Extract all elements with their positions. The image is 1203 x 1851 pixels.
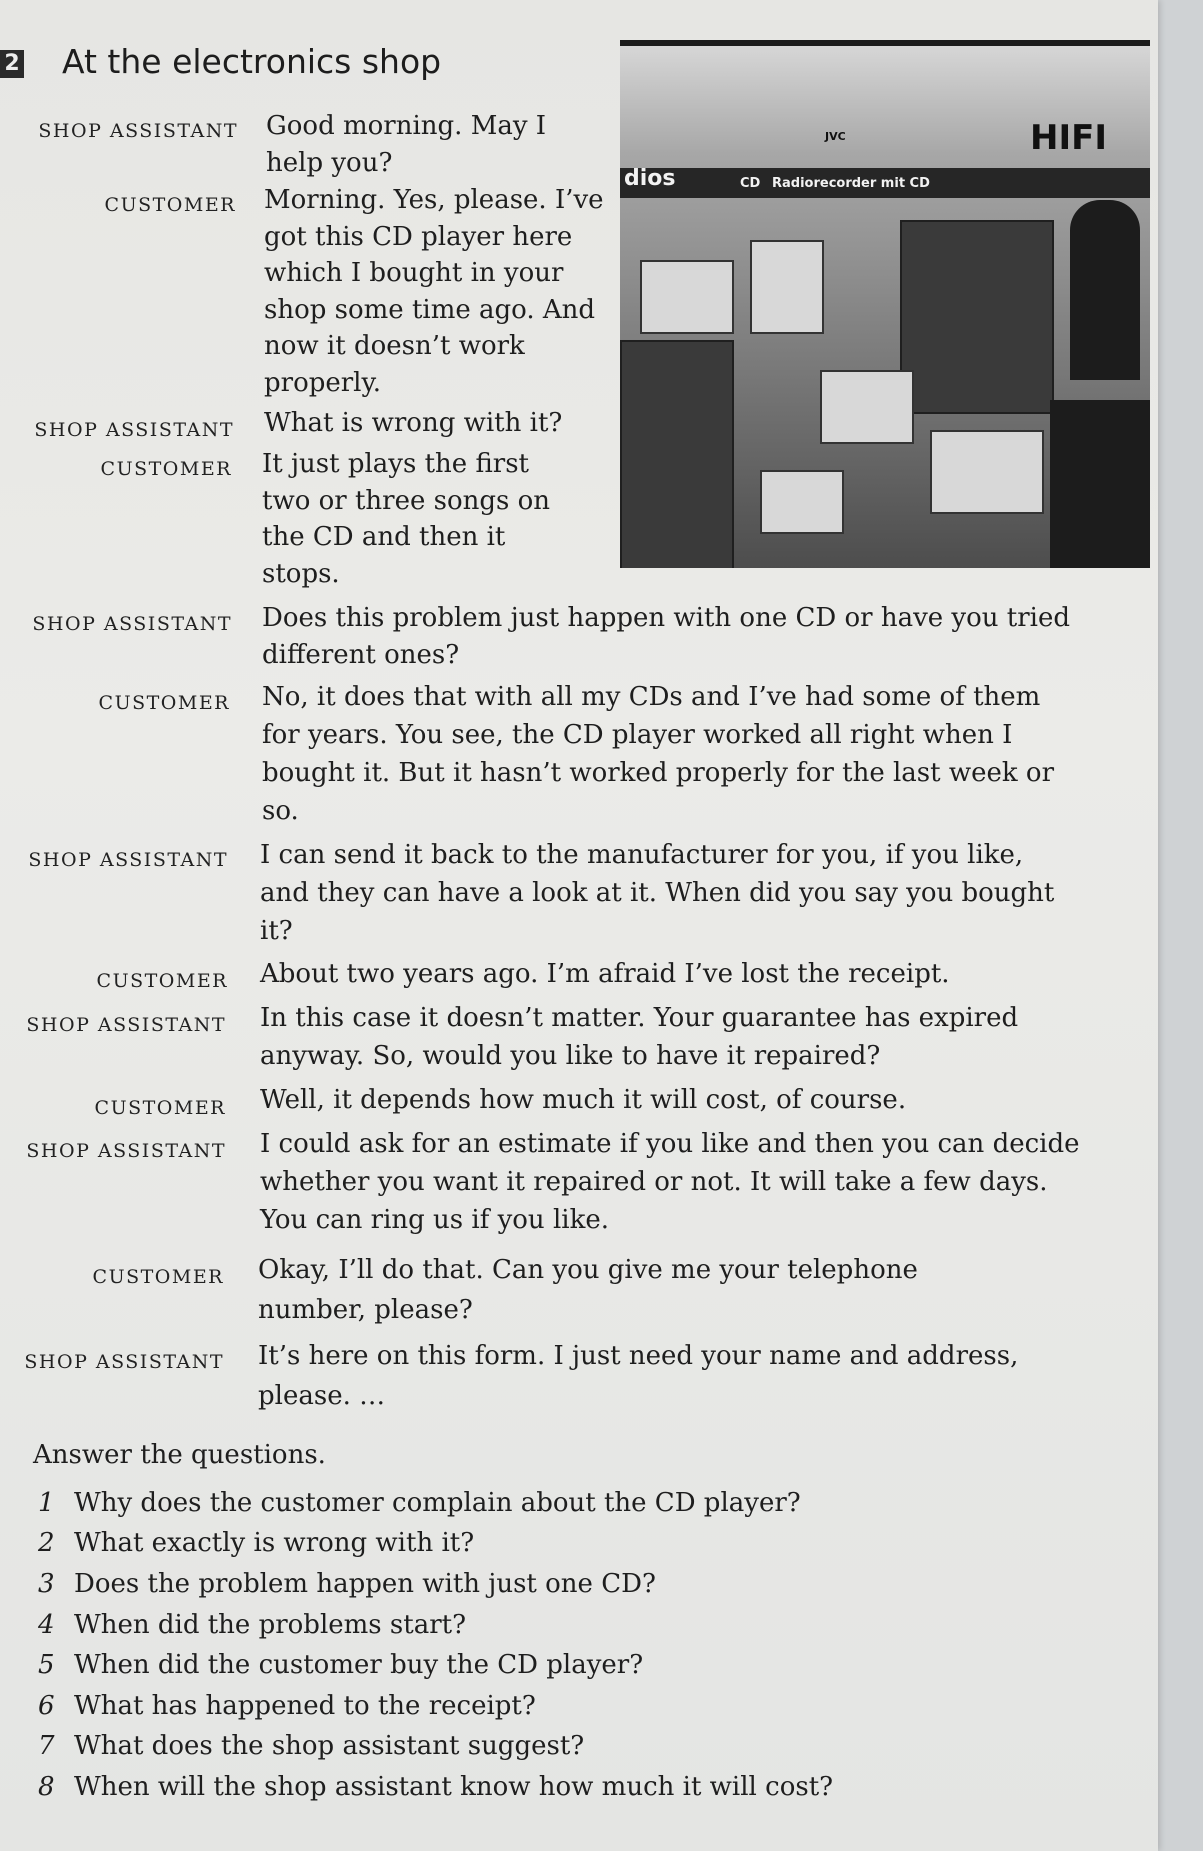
speaker-label: CUSTOMER xyxy=(98,692,230,714)
question-text: Why does the customer complain about the CD player? xyxy=(74,1488,801,1518)
shop-photo xyxy=(620,40,1150,568)
speech-text: I could ask for an estimate if you like and then you can decide whether you want it repaired or not. It will take a few days. You can ring us if you like. xyxy=(260,1129,1080,1235)
photo-shelf xyxy=(900,220,1054,414)
speaker-label: SHOP ASSISTANT xyxy=(34,419,234,441)
photo-edge xyxy=(620,40,1150,46)
question-text: When did the customer buy the CD player? xyxy=(74,1650,644,1680)
question-number: 6 xyxy=(38,1691,55,1721)
speech-text: Okay, I’ll do that. Can you give me your telephone number, please? xyxy=(258,1255,918,1325)
speech-text: I can send it back to the manufacturer for you, if you like, and they can have a look at it. When did you say you bought it? xyxy=(260,840,1055,946)
question-text: Does the problem happen with just one CD? xyxy=(74,1569,656,1599)
speaker-label: CUSTOMER xyxy=(96,970,228,992)
question-item xyxy=(38,1731,584,1761)
speaker-label: SHOP ASSISTANT xyxy=(38,120,238,142)
photo-box xyxy=(760,470,844,534)
speech-text: Morning. Yes, please. I’ve got this CD player here which I bought in your shop some time ago. And now it doesn’t work properly. xyxy=(264,185,604,398)
speaker-label: CUSTOMER xyxy=(94,1097,226,1119)
question-item xyxy=(38,1488,801,1518)
question-item xyxy=(38,1772,833,1802)
speaker-label: CUSTOMER xyxy=(92,1266,224,1288)
speaker-label: SHOP ASSISTANT xyxy=(26,1014,226,1036)
question-item xyxy=(38,1610,466,1640)
photo-sign-dios: dios xyxy=(624,166,676,191)
question-item xyxy=(38,1528,474,1558)
speech-text: Does this problem just happen with one CD or have you tried different ones? xyxy=(262,603,1070,670)
question-number: 7 xyxy=(38,1731,55,1761)
speech-text: It just plays the first two or three songs on the CD and then it stops. xyxy=(262,449,551,589)
speaker-label: SHOP ASSISTANT xyxy=(32,613,232,635)
photo-person xyxy=(1070,200,1140,380)
question-item xyxy=(38,1650,643,1680)
photo-sign-hifi: HIFI xyxy=(1030,118,1107,158)
speech-text: Well, it depends how much it will cost, of course. xyxy=(260,1085,907,1115)
question-text: What has happened to the receipt? xyxy=(74,1691,536,1721)
photo-sign-jvc: JVC xyxy=(825,130,846,143)
photo-box xyxy=(640,260,734,334)
question-number: 3 xyxy=(38,1569,55,1599)
instructions: Answer the questions. xyxy=(33,1440,326,1470)
speaker-label: CUSTOMER xyxy=(104,194,236,216)
speech-text: What is wrong with it? xyxy=(264,408,563,438)
question-item xyxy=(38,1569,656,1599)
speaker-label: SHOP ASSISTANT xyxy=(26,1140,226,1162)
photo-box xyxy=(820,370,914,444)
photo-box xyxy=(750,240,824,334)
photo-sign-radiorecorder: Radiorecorder mit CD xyxy=(772,176,930,191)
question-text: When will the shop assistant know how much it will cost? xyxy=(74,1772,834,1802)
question-number: 8 xyxy=(38,1772,55,1802)
question-text: What exactly is wrong with it? xyxy=(74,1528,475,1558)
question-number: 4 xyxy=(38,1610,55,1640)
speech-text: It’s here on this form. I just need your name and address, please. … xyxy=(258,1341,1019,1411)
photo-box xyxy=(930,430,1044,514)
speech-text: In this case it doesn’t matter. Your guarantee has expired anyway. So, would you like to have it repaired? xyxy=(260,1003,1019,1071)
speaker-label: CUSTOMER xyxy=(100,458,232,480)
speaker-label: SHOP ASSISTANT xyxy=(24,1351,224,1373)
question-item xyxy=(38,1691,536,1721)
question-number: 1 xyxy=(38,1488,55,1518)
question-text: What does the shop assistant suggest? xyxy=(74,1731,585,1761)
speech-text: Good morning. May I help you? xyxy=(266,111,547,178)
speaker-label: SHOP ASSISTANT xyxy=(28,849,228,871)
question-number: 2 xyxy=(38,1528,55,1558)
speech-text: About two years ago. I’m afraid I’ve lost the receipt. xyxy=(260,959,950,989)
photo-shelf xyxy=(620,340,734,568)
speech-text: No, it does that with all my CDs and I’ve had some of them for years. You see, the CD player worked all right when I bought it. But it hasn’t worked properly for the last week or so. xyxy=(262,682,1054,826)
photo-counter xyxy=(1050,400,1150,568)
question-number: 5 xyxy=(38,1650,55,1680)
photo-sign-cd: CD xyxy=(740,176,761,191)
exercise-number: 2 xyxy=(0,50,24,78)
question-text: When did the problems start? xyxy=(74,1610,467,1640)
page-title: At the electronics shop xyxy=(62,42,442,81)
